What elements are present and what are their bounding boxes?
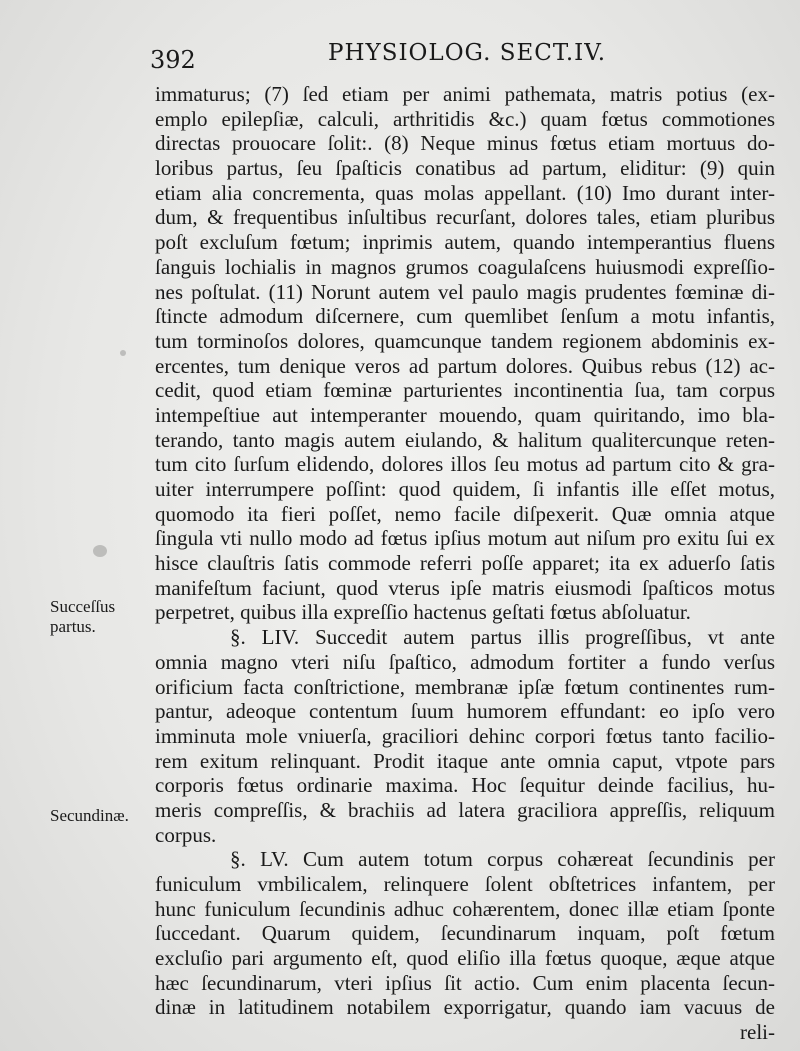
text-line: corporis fœtus ordinarie maxima. Hoc ſequitur deinde facilius, hu- [155, 773, 775, 798]
text-line: omnia magno vteri niſu ſpaſtico, admodum fortiter a fundo verſus [155, 649, 775, 674]
text-line: tum cito ſurſum elidendo, dolores illos ſeu motus ad partum cito & gra- [155, 452, 775, 477]
text-line: meris compreſſis, & brachiis ad latera graciliora appreſſis, reliquum [155, 797, 775, 822]
text-line: emplo epilepſiæ, calculi, arthritidis &c.) quam fœtus commotiones [155, 106, 775, 131]
text-line: hæc ſecundinarum, vteri ipſius ſit actio. Cum enim placenta ſecun- [155, 970, 775, 995]
section-heading-liv: §. LIV. Succedit autem partus illis progreſſibus, vt ante [230, 625, 775, 650]
text-line: ſanguis lochialis in magnos grumos coagulaſcens huiusmodi expreſſio- [155, 254, 775, 279]
margin-note-secundinae: Secundinæ. [50, 806, 129, 825]
body-text [155, 82, 775, 1045]
text-line: loribus partus, ſeu ſpaſticis conatibus ad partum, eliditur: (9) quin [155, 156, 775, 181]
text-line: hisce clauſtris ſatis commode referri poſſe apparet; ita ex aduerſo ſatis [155, 551, 775, 576]
text-line: hunc funiculum ſecundinis adhuc cohærentem, donec illæ etiam ſponte [155, 896, 775, 921]
text-line: manifeſtum faciunt, quod vterus ipſe matris eiusmodi ſpaſticos motus [155, 575, 775, 600]
text-line: tum torminoſos dolores, quamcunque tandem regionem abdominis ex- [155, 328, 775, 353]
text-line: directas prouocare ſolit:. (8) Neque minus fœtus etiam mortuus do- [155, 131, 775, 156]
text-line: rem exitum relinquant. Prodit itaque ante omnia caput, vtpote pars [155, 748, 775, 773]
text-line: dinæ in latitudinem notabilem exporrigatur, quando iam vacuus de [155, 995, 775, 1020]
text-line: ſtincte admodum diſcernere, cum quemlibet ſenſum a motu infantis, [155, 304, 775, 329]
text-line: dum, & frequentibus inſultibus recurſant, dolores tales, etiam pluribus [155, 205, 775, 230]
ink-smudge [120, 350, 126, 356]
text-line: perpetret, quibus illa expreſſio hactenus geſtati fœtus abſoluatur. [155, 600, 691, 625]
text-line: poſt excluſum fœtum; inprimis autem, quando intemperantius fluens [155, 230, 775, 255]
text-line: uiter interrumpere poſſint: quod quidem, ſi infantis ille eſſet motus, [155, 477, 775, 501]
text-line: pantur, adeoque contentum ſuum humorem effundant: eo ipſo vero [155, 699, 775, 724]
text-line: nes poſtulat. (11) Norunt autem vel paulo magis prudentes fœminæ di- [155, 279, 775, 304]
ink-smudge [93, 545, 107, 557]
text-line: ſuccedant. Quarum quidem, ſecundinarum inquam, poſt fœtum [155, 921, 775, 946]
text-line: ercentes, tum denique veros ad partum dolores. Quibus rebus (12) ac- [155, 353, 775, 378]
page-number: 392 [150, 46, 196, 74]
text-line: ſingula vti nullo modo ad fœtus ipſius motum aut niſum pro exitu ſui ex [155, 526, 775, 551]
text-line: imminuta mole vniuerſa, graciliori dehinc corpori fœtus tanto facilio- [155, 723, 775, 748]
text-line: corpus. [155, 822, 217, 847]
text-line: intempeſtiue aut intemperanter mouendo, quam quiritando, imo bla- [155, 402, 775, 427]
text-line: terando, tanto magis autem eiulando, & halitum qualitercunque reten- [155, 427, 775, 452]
text-line: immaturus; (7) ſed etiam per animi pathemata, matris potius (ex- [155, 82, 775, 106]
text-line: excluſio pari argumento eſt, quod eliſio illa fœtus quoque, æque atque [155, 946, 775, 971]
catchword: reli- [740, 1020, 775, 1045]
text-line: funiculum vmbilicalem, relinquere ſolent obſtetrices infantem, per [155, 872, 775, 896]
text-line: orificium facta conſtrictione, membranæ ipſæ fœtum continentes rum- [155, 674, 775, 699]
text-line: cedit, quod etiam fœminæ parturientes incontinentia ſua, tam corpus [155, 378, 775, 403]
margin-note-successus-partus: Succeſſus partus. [50, 597, 116, 636]
text-line: etiam alia concrementa, quas molas appellant. (10) Imo durant inter- [155, 180, 775, 205]
text-line: quomodo ita fieri poſſet, nemo facile diſpexerit. Quæ omnia atque [155, 501, 775, 526]
section-heading-lv: §. LV. Cum autem totum corpus cohæreat ſecundinis per [230, 847, 775, 872]
running-head: PHYSIOLOG. SECT.IV. [328, 40, 607, 66]
